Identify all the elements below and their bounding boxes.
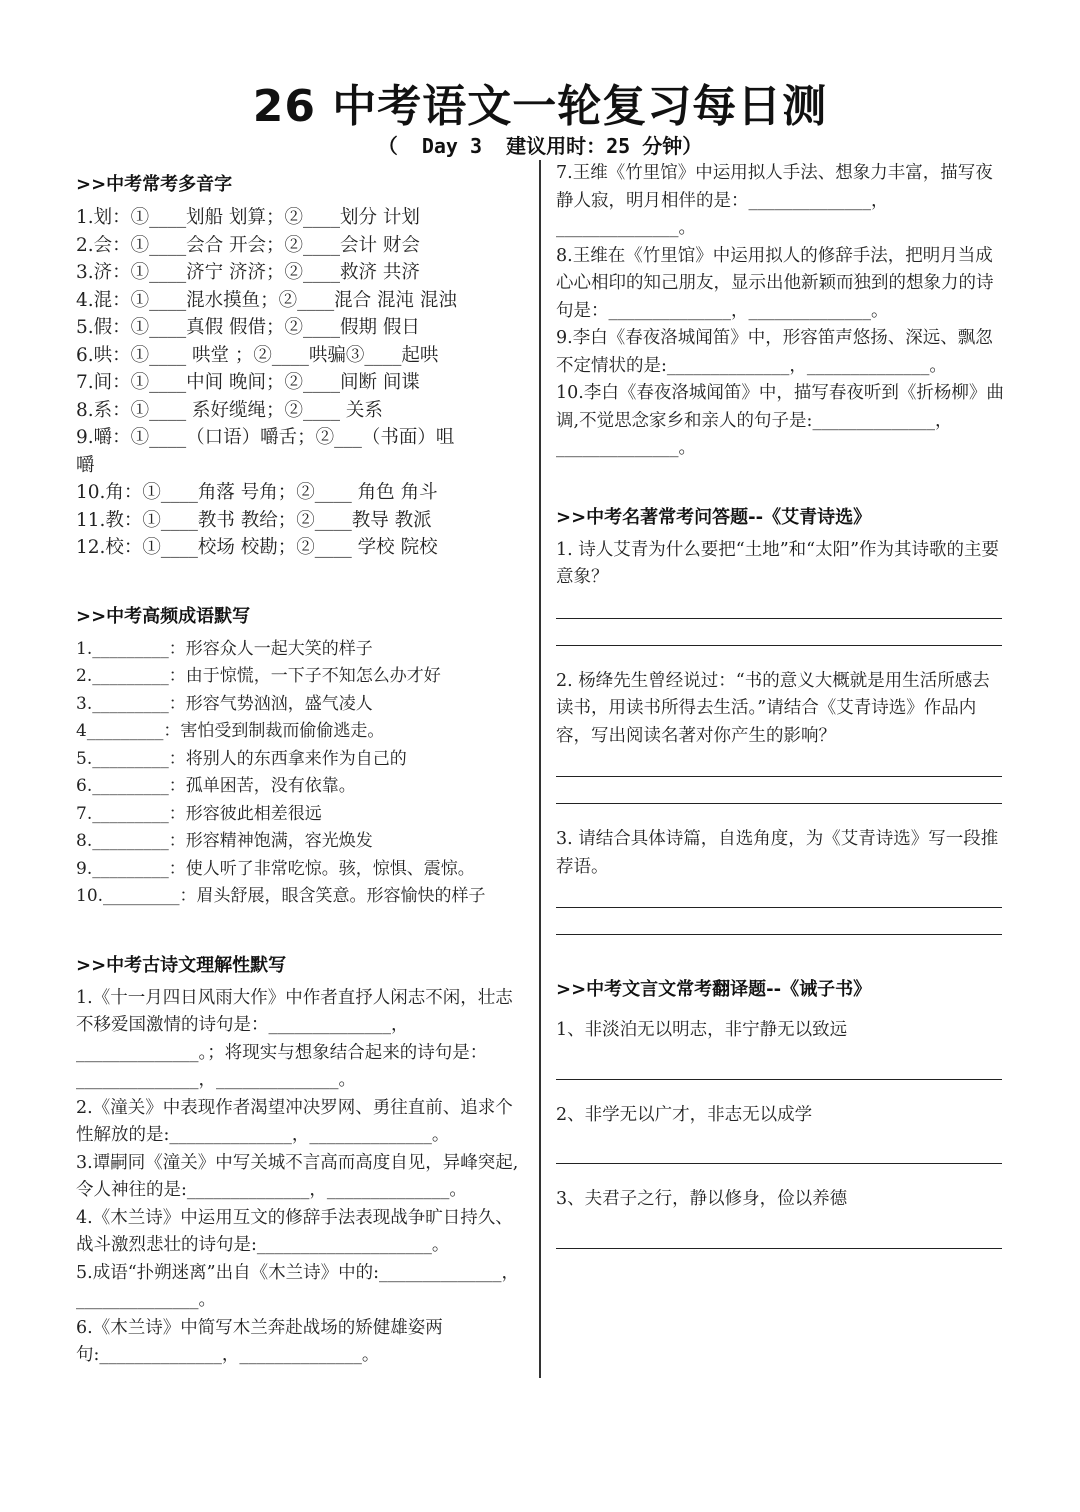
poetry-question: 3.谭嗣同《潼关》中写关城不言高而高度自见，异峰突起,令人神往的是:______________，______________。 — [76, 1152, 519, 1200]
polyphone-item: 6.哄：①____ 哄堂 ；②____哄骗③____起哄 — [76, 344, 439, 366]
idiom-item: 9._________：使人听了非常吃惊。骇，惊惧、震惊。 — [76, 858, 475, 879]
polyphone-item: 8.系：①____ 系好缆绳；②____ 关系 — [76, 399, 383, 421]
polyphone-item: 7.间：①____中间 晚间；②____间断 间谍 — [76, 372, 420, 393]
translation-item: 3、夫君子之行，静以修身，俭以养德 — [556, 1189, 848, 1209]
poetry-question: 8.王维在《竹里馆》中运用拟人的修辞手法，把明月当成心心相印的知己朋友，显示出他新颖而独到的想象力的诗句是：______________，______________。 — [556, 245, 994, 321]
polyphone-item: 11.教：①____教书 教给；②____教导 教派 — [76, 509, 432, 531]
answer-line[interactable] — [556, 750, 1002, 777]
idiom-item: 6._________：孤单困苦，没有依靠。 — [76, 776, 356, 796]
idiom-list — [76, 636, 526, 911]
page-title: 26 中考语文一轮复习每日测 — [252, 81, 828, 132]
poetry-question: 5.成语“扑朔迷离”出自《木兰诗》中的:______________，______________。 — [76, 1262, 519, 1310]
idiom-item: 8._________：形容精神饱满，容光焕发 — [76, 831, 373, 851]
translation-item: 1、非淡泊无以明志，非宁静无以致远 — [556, 1020, 848, 1040]
classic-question: 2. 杨绛先生曾经说过：“书的意义大概就是用生活所感去读书，用读书所得去生活。”请结合《艾青诗选》作品内容，写出阅读名著对你产生的影响？ — [556, 670, 990, 746]
answer-line[interactable] — [556, 1137, 1002, 1164]
polyphone-list — [76, 204, 526, 562]
polyphone-item: 3.济：①____济宁 济济；②____救济 共济 — [76, 262, 420, 283]
polyphone-item: 嚼 — [76, 454, 95, 476]
answer-line[interactable] — [556, 881, 1002, 908]
section-title-translation: >>中考文言文常考翻译题--《诫子书》 — [556, 979, 872, 1000]
poetry-question: 6.《木兰诗》中简写木兰奔赴战场的矫健雄姿两句:______________，______________。 — [76, 1317, 443, 1365]
idiom-item: 5._________：将别人的东西拿来作为自己的 — [76, 748, 407, 769]
poetry-question: 1.《十一月四日风雨大作》中作者直抒人闲志不闲，壮志不移爱国激情的诗句是：______________，______________。；将现实与想象结合起来的诗句是：______________，______________。 — [76, 987, 513, 1090]
poetry-question: 2.《潼关》中表现作者渴望冲决罗网、勇往直前、追求个性解放的是:______________，______________。 — [76, 1097, 513, 1145]
poetry-question: 7.王维《竹里馆》中运用拟人手法、想象力丰富，描写夜静人寂，明月相伴的是：______________，______________。 — [556, 163, 993, 238]
poetry-continued-list — [556, 160, 1006, 463]
idiom-item: 1._________：形容众人一起大笑的样子 — [76, 638, 373, 659]
section-title-polyphone: >>中考常考多音字 — [76, 174, 233, 195]
answer-line[interactable] — [556, 777, 1002, 804]
polyphone-item: 1.划：①____划船 划算；②____划分 计划 — [76, 207, 420, 228]
classic-question: 1. 诗人艾青为什么要把“土地”和“太阳”作为其诗歌的主要意象？ — [556, 539, 1000, 587]
idiom-item: 4_________：害怕受到制裁而偷偷逃走。 — [76, 721, 385, 741]
translation-item: 2、非学无以广才，非志无以成学 — [556, 1104, 813, 1125]
idiom-item: 7._________：形容彼此相差很远 — [76, 803, 322, 824]
section-title-classic: >>中考名著常考问答题--《艾青诗选》 — [556, 506, 872, 528]
polyphone-item: 4.混：①____混水摸鱼；②____混合 混沌 混浊 — [76, 289, 457, 311]
idiom-item: 3._________：形容气势汹汹，盛气凌人 — [76, 693, 373, 714]
left-column — [76, 166, 526, 1370]
polyphone-item: 2.会：①____会合 开会；②____会计 财会 — [76, 234, 420, 256]
polyphone-item: 12.校：①____校场 校勘；②____ 学校 院校 — [76, 537, 438, 558]
section-title-idioms: >>中考高频成语默写 — [76, 605, 251, 627]
page-subtitle: （ Day 3 建议用时：25 分钟） — [377, 134, 703, 158]
polyphone-item: 9.嚼：①____（口语）嚼舌；②___（书面）咀 — [76, 427, 455, 448]
polyphone-item: 5.假：①____真假 假借；②____假期 假日 — [76, 317, 420, 338]
column-divider — [539, 160, 541, 1378]
poetry-question: 4.《木兰诗》中运用互文的修辞手法表现战争旷日持久、战斗激烈悲壮的诗句是:____________________。 — [76, 1207, 513, 1255]
poetry-question: 9.李白《春夜洛城闻笛》中，形容笛声悠扬、深远、飘忽不定情状的是:______________，______________。 — [556, 328, 993, 376]
answer-line[interactable] — [556, 908, 1002, 935]
idiom-item: 10._________：眉头舒展，眼含笑意。形容愉快的样子 — [76, 886, 486, 906]
answer-line[interactable] — [556, 1053, 1002, 1080]
answer-line[interactable] — [556, 1222, 1002, 1249]
answer-line[interactable] — [556, 592, 1002, 619]
classic-question: 3. 请结合具体诗篇，自选角度，为《艾青诗选》写一段推荐语。 — [556, 829, 999, 877]
polyphone-item: 10.角：①____角落 号角；②____ 角色 角斗 — [76, 482, 438, 503]
right-column — [556, 160, 1006, 1249]
answer-line[interactable] — [556, 619, 1002, 646]
idiom-item: 2._________：由于惊慌，一下子不知怎么办才好 — [76, 666, 441, 686]
poetry-list — [76, 985, 526, 1370]
poetry-question: 10.李白《春夜洛城闻笛》中，描写春夜听到《折杨柳》曲调,不觉思念家乡和亲人的句子是:______________，______________。 — [556, 383, 1004, 458]
section-title-poetry: >>中考古诗文理解性默写 — [76, 954, 287, 976]
